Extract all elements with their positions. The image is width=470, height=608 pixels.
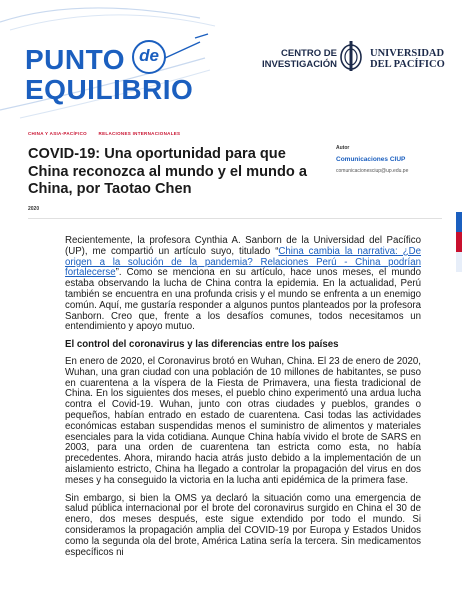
header-banner bbox=[0, 0, 470, 125]
article-body bbox=[65, 236, 421, 565]
university-name: UNIVERSIDAD DEL PACÍFICO bbox=[370, 48, 445, 70]
author-label: Autor bbox=[336, 145, 350, 151]
logo-equilibrio: EQUILIBRIO bbox=[25, 74, 194, 105]
category-tags bbox=[28, 131, 190, 136]
category-tag[interactable]: RELACIONES INTERNACIONALES bbox=[98, 131, 181, 136]
paragraph: Sin embargo, si bien la OMS ya declaró la situación como una emergencia de salud pública internacional por el brote del coronavirus surgido en China el 30 de enero, dos meses después, este sigue extendido por todo el mundo. Si consideramos la propagación amplia del COVID-19 por Europa y Estados Unidos como la segunda ola del brote, América Latina sería la tercera. Sin medicamentos específicos ni bbox=[65, 492, 421, 558]
ciup-label: CENTRO DE INVESTIGACIÓN bbox=[262, 48, 337, 70]
logo-de-circle: de bbox=[132, 40, 166, 74]
paragraph: En enero de 2020, el Coronavirus brotó en Wuhan, China. El 23 de enero de 2020, Wuhan, una gran ciudad con una población de 10 millones de habitantes, se puso en cuarentena a la víspera de la Fiesta de Primavera, una fiesta tradicional de China. En los siguientes dos meses, el pueblo chino experimentó una ardua lucha contra el Covid-19. Wuhan, junto con otras ciudades y pueblos, grandes o pequeños, habían entrado en estado de cuarentena. Casi todas las actividades económicas estaban suspendidas menos el suministro de alimentos y materiales esenciales para la vida cotidiana. Aunque China había vivido el brote de SARS en 2003, para una orden de cuarentena tan estricta como esta, no había precedentes. Ahora, mirando hacia atrás justo debido a la implementación de un aislamiento estricto, China ha llegado a controlar la propagación del virus en dos meses y ha conseguido la victoria en la lucha anti epidémica de la primera fase. bbox=[65, 355, 421, 486]
logo-punto: PUNTO bbox=[25, 44, 125, 75]
author-name[interactable]: Comunicaciones CIUP bbox=[336, 156, 406, 163]
author-email[interactable]: comunicacionesciup@up.edu.pe bbox=[336, 168, 409, 174]
category-tag[interactable]: CHINA Y ASIA-PACÍFICO bbox=[28, 131, 87, 136]
accent-bar bbox=[456, 212, 462, 272]
article-title: COVID-19: Una oportunidad para que China reconozca al mundo y el mundo a China, por Taotao Chen bbox=[28, 146, 307, 197]
article-link[interactable]: China cambia la narrativa: ¿De origen a la solución de la pandemia? Relaciones Perú - China podrían fortalecerse bbox=[65, 245, 421, 279]
section-heading: El control del coronavirus y las diferencias entre los países bbox=[65, 339, 339, 351]
university-seal-icon bbox=[337, 40, 365, 72]
divider bbox=[28, 218, 442, 219]
article-year: 2020 bbox=[28, 206, 40, 212]
paragraph: Recientemente, la profesora Cynthia A. Sanborn de la Universidad del Pacífico (UP), me compartió un artículo suyo, titulado “China cambia la narrativa: ¿De origen a la solución de la pandemia? Relaciones Perú - China podrían fortalecerse”. Como se menciona en su artículo, hace unos meses, el mundo estaba observando la lucha de China contra la epidemia. En la actualidad, Perú también se encuentra en una profunda crisis y el mundo se enfrenta a un enemigo común. Aquí, me gustaría responder a algunos puntos planteados por la profesora Sanborn. Creo que, frente a los desafíos comunes, todos necesitamos un entendimiento y apoyo mutuo. bbox=[65, 235, 421, 333]
